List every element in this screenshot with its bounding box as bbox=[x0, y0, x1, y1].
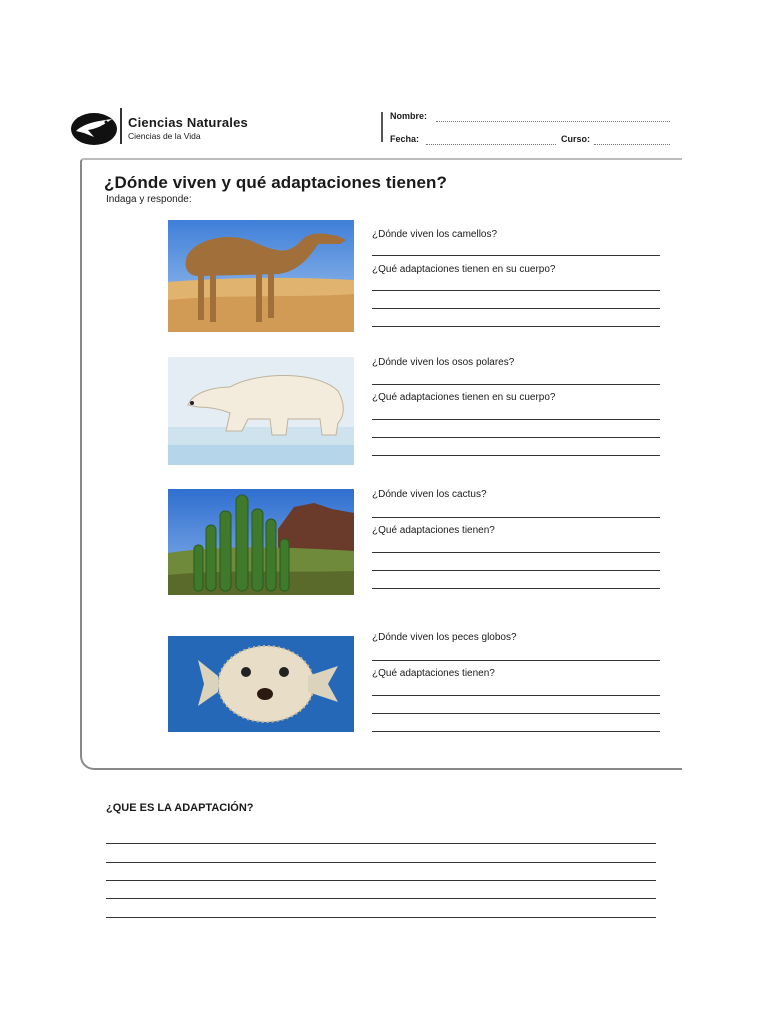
course-label: Curso: bbox=[561, 134, 590, 144]
pufferfish-q2: ¿Qué adaptaciones tienen? bbox=[372, 668, 495, 679]
answer-line[interactable] bbox=[372, 695, 660, 696]
date-field[interactable] bbox=[426, 135, 556, 145]
cactus-photo bbox=[168, 489, 354, 595]
answer-line[interactable] bbox=[372, 290, 660, 291]
answer-line[interactable] bbox=[106, 917, 656, 918]
pufferfish-q1: ¿Dónde viven los peces globos? bbox=[372, 632, 517, 643]
answer-line[interactable] bbox=[372, 552, 660, 553]
answer-line[interactable] bbox=[106, 898, 656, 899]
answer-line[interactable] bbox=[372, 308, 660, 309]
answer-line[interactable] bbox=[106, 843, 656, 844]
worksheet-instruction: Indaga y responde: bbox=[106, 194, 192, 205]
cactus-q2: ¿Qué adaptaciones tienen? bbox=[372, 525, 495, 536]
date-label: Fecha: bbox=[390, 134, 420, 144]
subject-subtitle: Ciencias de la Vida bbox=[128, 131, 201, 141]
answer-line[interactable] bbox=[372, 437, 660, 438]
answer-line[interactable] bbox=[372, 255, 660, 256]
answer-line[interactable] bbox=[372, 326, 660, 327]
adaptation-question: ¿QUE ES LA ADAPTACIÓN? bbox=[106, 802, 254, 814]
answer-line[interactable] bbox=[372, 570, 660, 571]
worksheet-title: ¿Dónde viven y qué adaptaciones tienen? bbox=[104, 173, 448, 192]
cactus-q1: ¿Dónde viven los cactus? bbox=[372, 489, 487, 500]
camel-photo bbox=[168, 220, 354, 332]
polar-bear-q2: ¿Qué adaptaciones tienen en su cuerpo? bbox=[372, 392, 556, 403]
name-label: Nombre: bbox=[390, 111, 428, 121]
answer-line[interactable] bbox=[372, 517, 660, 518]
answer-line[interactable] bbox=[372, 588, 660, 589]
course-field[interactable] bbox=[594, 135, 670, 145]
polar-bear-photo bbox=[168, 357, 354, 465]
answer-line[interactable] bbox=[372, 455, 660, 456]
answer-line[interactable] bbox=[372, 713, 660, 714]
bird-logo-icon bbox=[70, 111, 118, 147]
header-divider bbox=[120, 108, 122, 144]
subject-title: Ciencias Naturales bbox=[128, 115, 248, 130]
answer-line[interactable] bbox=[372, 731, 660, 732]
answer-line[interactable] bbox=[372, 660, 660, 661]
camel-q1: ¿Dónde viven los camellos? bbox=[372, 229, 498, 240]
name-field[interactable] bbox=[436, 112, 670, 122]
fields-divider bbox=[381, 112, 383, 142]
answer-line[interactable] bbox=[372, 419, 660, 420]
answer-line[interactable] bbox=[372, 384, 660, 385]
camel-q2: ¿Qué adaptaciones tienen en su cuerpo? bbox=[372, 264, 556, 275]
answer-line[interactable] bbox=[106, 862, 656, 863]
answer-line[interactable] bbox=[106, 880, 656, 881]
pufferfish-photo bbox=[168, 636, 354, 732]
polar-bear-q1: ¿Dónde viven los osos polares? bbox=[372, 357, 515, 368]
